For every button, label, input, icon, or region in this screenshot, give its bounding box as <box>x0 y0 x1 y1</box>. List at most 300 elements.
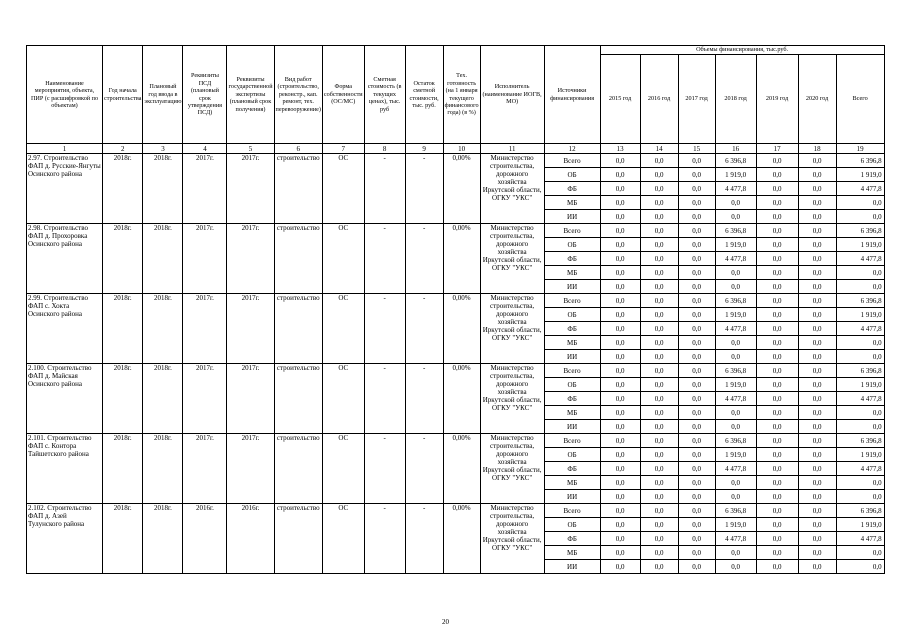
ownership-form: ОС <box>322 294 364 364</box>
year-value: 0,0 <box>640 154 678 168</box>
commission-year: 2018г. <box>143 364 183 434</box>
funding-source: ФБ <box>544 252 600 266</box>
year-value: 0,0 <box>600 182 640 196</box>
header-cost-remainder: Остаток сметной стоимости, тыс. руб. <box>405 46 443 144</box>
year-value: 0,0 <box>715 560 756 574</box>
cost-remainder: - <box>405 294 443 364</box>
executor: Министерство строительства, дорожного хозяйства Иркутской области, ОГКУ "УКС" <box>480 434 544 504</box>
estimated-cost: - <box>364 224 405 294</box>
header-year-2018: 2018 год <box>715 55 756 144</box>
project-name: 2.97. Строительство ФАП д. Русские-Янгуты Осинского района <box>27 154 103 224</box>
year-value: 0,0 <box>640 504 678 518</box>
work-type: строительство <box>274 154 322 224</box>
year-value: 0,0 <box>600 308 640 322</box>
header-year-2015: 2015 год <box>600 55 640 144</box>
year-value: 0,0 <box>678 238 715 252</box>
funding-source: ИИ <box>544 490 600 504</box>
year-value: 0,0 <box>600 280 640 294</box>
column-numbers <box>27 144 885 154</box>
expertise-year: 2016г. <box>227 504 274 574</box>
year-value: 0,0 <box>678 532 715 546</box>
funding-source: ИИ <box>544 350 600 364</box>
funding-source: Всего <box>544 434 600 448</box>
funding-source: Всего <box>544 504 600 518</box>
project-group <box>27 504 885 574</box>
header-year-2019: 2019 год <box>756 55 798 144</box>
year-value: 0,0 <box>678 462 715 476</box>
year-value: 0,0 <box>600 294 640 308</box>
column-number: 10 <box>443 144 480 154</box>
year-value: 0,0 <box>756 168 798 182</box>
total-value: 1 919,0 <box>836 378 884 392</box>
header-year-2020: 2020 год <box>798 55 836 144</box>
year-value: 0,0 <box>756 420 798 434</box>
year-value: 0,0 <box>756 238 798 252</box>
project-group <box>27 224 885 294</box>
year-value: 0,0 <box>678 406 715 420</box>
funding-source: ИИ <box>544 280 600 294</box>
column-number: 17 <box>756 144 798 154</box>
year-value: 0,0 <box>756 350 798 364</box>
total-value: 1 919,0 <box>836 238 884 252</box>
cost-remainder: - <box>405 224 443 294</box>
project-group <box>27 294 885 364</box>
project-name: 2.101. Строительство ФАП с. Контора Тайшетского района <box>27 434 103 504</box>
year-value: 0,0 <box>678 364 715 378</box>
total-value: 0,0 <box>836 490 884 504</box>
expertise-year: 2017г. <box>227 294 274 364</box>
year-value: 0,0 <box>640 308 678 322</box>
funding-source: МБ <box>544 196 600 210</box>
header-psd: Реквизиты ПСД (плановый срок утверждения ПСД) <box>183 46 227 144</box>
year-value: 0,0 <box>798 448 836 462</box>
year-value: 0,0 <box>756 392 798 406</box>
funding-source: ФБ <box>544 182 600 196</box>
year-value: 0,0 <box>756 322 798 336</box>
year-value: 0,0 <box>600 490 640 504</box>
start-year: 2018г. <box>103 504 143 574</box>
year-value: 6 396,8 <box>715 154 756 168</box>
column-number: 4 <box>183 144 227 154</box>
year-value: 0,0 <box>756 560 798 574</box>
year-value: 0,0 <box>798 154 836 168</box>
ownership-form: ОС <box>322 434 364 504</box>
year-value: 0,0 <box>798 518 836 532</box>
year-value: 0,0 <box>600 392 640 406</box>
commission-year: 2018г. <box>143 434 183 504</box>
work-type: строительство <box>274 504 322 574</box>
year-value: 0,0 <box>798 224 836 238</box>
total-value: 0,0 <box>836 196 884 210</box>
year-value: 0,0 <box>640 266 678 280</box>
readiness: 0,00% <box>443 504 480 574</box>
year-value: 0,0 <box>678 336 715 350</box>
psd-year: 2017г. <box>183 434 227 504</box>
total-value: 0,0 <box>836 280 884 294</box>
total-value: 4 477,8 <box>836 532 884 546</box>
funding-source: Всего <box>544 154 600 168</box>
total-value: 6 396,8 <box>836 434 884 448</box>
column-number: 11 <box>480 144 544 154</box>
table-row <box>27 154 885 168</box>
year-value: 0,0 <box>715 546 756 560</box>
table-row <box>27 224 885 238</box>
year-value: 0,0 <box>678 224 715 238</box>
year-value: 0,0 <box>678 378 715 392</box>
header-executor: Исполнитель (наименование ИОГВ, МО) <box>480 46 544 144</box>
page-number: 20 <box>442 618 449 626</box>
ownership-form: ОС <box>322 154 364 224</box>
column-number: 6 <box>274 144 322 154</box>
year-value: 1 919,0 <box>715 448 756 462</box>
readiness: 0,00% <box>443 154 480 224</box>
year-value: 0,0 <box>640 294 678 308</box>
total-value: 4 477,8 <box>836 392 884 406</box>
project-group <box>27 434 885 504</box>
document-page <box>26 45 885 574</box>
total-value: 0,0 <box>836 336 884 350</box>
total-value: 4 477,8 <box>836 182 884 196</box>
year-value: 0,0 <box>798 560 836 574</box>
year-value: 0,0 <box>640 532 678 546</box>
readiness: 0,00% <box>443 434 480 504</box>
year-value: 0,0 <box>756 266 798 280</box>
funding-source: ОБ <box>544 168 600 182</box>
total-value: 0,0 <box>836 266 884 280</box>
year-value: 0,0 <box>640 392 678 406</box>
commission-year: 2018г. <box>143 294 183 364</box>
header-work-type: Вид работ (строительство, реконстр., кап. ремонт, тех. перевооружение) <box>274 46 322 144</box>
year-value: 0,0 <box>600 378 640 392</box>
funding-source: ОБ <box>544 448 600 462</box>
year-value: 6 396,8 <box>715 294 756 308</box>
column-number: 9 <box>405 144 443 154</box>
total-value: 6 396,8 <box>836 224 884 238</box>
funding-source: Всего <box>544 224 600 238</box>
year-value: 1 919,0 <box>715 238 756 252</box>
funding-source: ОБ <box>544 518 600 532</box>
ownership-form: ОС <box>322 364 364 434</box>
year-value: 0,0 <box>640 378 678 392</box>
year-value: 0,0 <box>715 350 756 364</box>
year-value: 1 919,0 <box>715 308 756 322</box>
total-value: 1 919,0 <box>836 168 884 182</box>
year-value: 0,0 <box>678 294 715 308</box>
year-value: 0,0 <box>600 406 640 420</box>
year-value: 0,0 <box>715 280 756 294</box>
total-value: 6 396,8 <box>836 294 884 308</box>
psd-year: 2017г. <box>183 154 227 224</box>
table-row <box>27 364 885 378</box>
year-value: 0,0 <box>600 196 640 210</box>
funding-source: Всего <box>544 364 600 378</box>
funding-source: ФБ <box>544 532 600 546</box>
year-value: 1 919,0 <box>715 518 756 532</box>
header-total: Всего <box>836 55 884 144</box>
expertise-year: 2017г. <box>227 434 274 504</box>
year-value: 0,0 <box>756 308 798 322</box>
header-commission-year: Плановый год ввода в эксплуатацию <box>143 46 183 144</box>
estimated-cost: - <box>364 434 405 504</box>
year-value: 0,0 <box>756 406 798 420</box>
readiness: 0,00% <box>443 294 480 364</box>
year-value: 0,0 <box>798 182 836 196</box>
column-number: 3 <box>143 144 183 154</box>
year-value: 0,0 <box>640 364 678 378</box>
year-value: 0,0 <box>640 518 678 532</box>
year-value: 0,0 <box>798 378 836 392</box>
year-value: 0,0 <box>640 182 678 196</box>
project-group <box>27 154 885 224</box>
year-value: 0,0 <box>798 238 836 252</box>
year-value: 0,0 <box>798 168 836 182</box>
year-value: 0,0 <box>678 448 715 462</box>
readiness: 0,00% <box>443 224 480 294</box>
year-value: 0,0 <box>715 490 756 504</box>
year-value: 0,0 <box>798 322 836 336</box>
year-value: 6 396,8 <box>715 434 756 448</box>
start-year: 2018г. <box>103 154 143 224</box>
header-name: Наименование мероприятия, объекта, ПИР (с расшифровкой по объектам) <box>27 46 103 144</box>
year-value: 0,0 <box>600 420 640 434</box>
year-value: 0,0 <box>678 168 715 182</box>
year-value: 0,0 <box>600 154 640 168</box>
work-type: строительство <box>274 364 322 434</box>
year-value: 0,0 <box>798 364 836 378</box>
column-number: 19 <box>836 144 884 154</box>
year-value: 0,0 <box>756 182 798 196</box>
executor: Министерство строительства, дорожного хозяйства Иркутской области, ОГКУ "УКС" <box>480 154 544 224</box>
year-value: 0,0 <box>756 434 798 448</box>
psd-year: 2017г. <box>183 224 227 294</box>
funding-source: ИИ <box>544 560 600 574</box>
year-value: 0,0 <box>640 406 678 420</box>
table-header <box>27 46 885 144</box>
funding-source: ФБ <box>544 392 600 406</box>
year-value: 0,0 <box>678 252 715 266</box>
total-value: 0,0 <box>836 546 884 560</box>
year-value: 0,0 <box>678 490 715 504</box>
year-value: 0,0 <box>600 518 640 532</box>
total-value: 0,0 <box>836 350 884 364</box>
year-value: 4 477,8 <box>715 532 756 546</box>
year-value: 0,0 <box>640 322 678 336</box>
column-number: 1 <box>27 144 103 154</box>
year-value: 0,0 <box>640 462 678 476</box>
year-value: 4 477,8 <box>715 182 756 196</box>
year-value: 0,0 <box>715 210 756 224</box>
ownership-form: ОС <box>322 504 364 574</box>
year-value: 0,0 <box>678 322 715 336</box>
year-value: 0,0 <box>798 504 836 518</box>
year-value: 0,0 <box>798 196 836 210</box>
year-value: 0,0 <box>798 280 836 294</box>
header-year-2017: 2017 год <box>678 55 715 144</box>
year-value: 0,0 <box>600 462 640 476</box>
total-value: 0,0 <box>836 420 884 434</box>
header-start-year: Год начала строительства <box>103 46 143 144</box>
year-value: 0,0 <box>756 210 798 224</box>
year-value: 0,0 <box>756 364 798 378</box>
year-value: 6 396,8 <box>715 224 756 238</box>
year-value: 0,0 <box>798 350 836 364</box>
funding-source: ИИ <box>544 210 600 224</box>
year-value: 0,0 <box>600 224 640 238</box>
year-value: 0,0 <box>640 448 678 462</box>
funding-source: МБ <box>544 546 600 560</box>
project-name: 2.102. Строительство ФАП д. Азей Тулунского района <box>27 504 103 574</box>
funding-source: МБ <box>544 336 600 350</box>
executor: Министерство строительства, дорожного хозяйства Иркутской области, ОГКУ "УКС" <box>480 224 544 294</box>
column-number: 5 <box>227 144 274 154</box>
column-number: 12 <box>544 144 600 154</box>
year-value: 0,0 <box>756 196 798 210</box>
year-value: 0,0 <box>798 266 836 280</box>
year-value: 0,0 <box>600 238 640 252</box>
work-type: строительство <box>274 294 322 364</box>
year-value: 4 477,8 <box>715 252 756 266</box>
funding-source: Всего <box>544 294 600 308</box>
year-value: 0,0 <box>756 504 798 518</box>
funding-source: ИИ <box>544 420 600 434</box>
year-value: 0,0 <box>798 406 836 420</box>
project-group <box>27 364 885 434</box>
year-value: 0,0 <box>600 434 640 448</box>
year-value: 0,0 <box>756 294 798 308</box>
readiness: 0,00% <box>443 364 480 434</box>
column-number: 14 <box>640 144 678 154</box>
year-value: 0,0 <box>756 462 798 476</box>
commission-year: 2018г. <box>143 224 183 294</box>
year-value: 0,0 <box>798 420 836 434</box>
year-value: 0,0 <box>756 448 798 462</box>
table-row <box>27 434 885 448</box>
year-value: 0,0 <box>798 532 836 546</box>
year-value: 0,0 <box>678 280 715 294</box>
table-row <box>27 294 885 308</box>
expertise-year: 2017г. <box>227 224 274 294</box>
header-financing-volumes: Объемы финансирования, тыс.руб. <box>600 46 884 55</box>
cost-remainder: - <box>405 154 443 224</box>
column-number: 7 <box>322 144 364 154</box>
total-value: 0,0 <box>836 560 884 574</box>
total-value: 4 477,8 <box>836 322 884 336</box>
year-value: 0,0 <box>678 546 715 560</box>
year-value: 4 477,8 <box>715 392 756 406</box>
cost-remainder: - <box>405 504 443 574</box>
funding-source: ОБ <box>544 308 600 322</box>
year-value: 0,0 <box>756 490 798 504</box>
year-value: 0,0 <box>678 210 715 224</box>
table-row <box>27 504 885 518</box>
year-value: 0,0 <box>640 546 678 560</box>
year-value: 0,0 <box>798 546 836 560</box>
year-value: 0,0 <box>640 560 678 574</box>
total-value: 6 396,8 <box>836 504 884 518</box>
year-value: 0,0 <box>798 490 836 504</box>
header-funding-source: Источники финансирования <box>544 46 600 144</box>
year-value: 0,0 <box>798 462 836 476</box>
year-value: 0,0 <box>600 476 640 490</box>
year-value: 0,0 <box>678 154 715 168</box>
commission-year: 2018г. <box>143 154 183 224</box>
estimated-cost: - <box>364 154 405 224</box>
header-readiness: Тех. готовность (на 1 января текущего финансового года) (в %) <box>443 46 480 144</box>
total-value: 6 396,8 <box>836 154 884 168</box>
start-year: 2018г. <box>103 224 143 294</box>
year-value: 0,0 <box>678 560 715 574</box>
year-value: 0,0 <box>715 406 756 420</box>
year-value: 0,0 <box>798 308 836 322</box>
year-value: 0,0 <box>600 560 640 574</box>
funding-source: ОБ <box>544 378 600 392</box>
year-value: 0,0 <box>678 434 715 448</box>
expertise-year: 2017г. <box>227 364 274 434</box>
column-number: 16 <box>715 144 756 154</box>
year-value: 0,0 <box>640 280 678 294</box>
total-value: 6 396,8 <box>836 364 884 378</box>
year-value: 0,0 <box>640 196 678 210</box>
financing-table <box>26 45 885 574</box>
year-value: 0,0 <box>756 224 798 238</box>
commission-year: 2018г. <box>143 504 183 574</box>
year-value: 0,0 <box>600 210 640 224</box>
year-value: 0,0 <box>756 336 798 350</box>
year-value: 0,0 <box>715 196 756 210</box>
year-value: 0,0 <box>600 364 640 378</box>
estimated-cost: - <box>364 364 405 434</box>
year-value: 0,0 <box>600 168 640 182</box>
year-value: 0,0 <box>600 532 640 546</box>
year-value: 0,0 <box>640 336 678 350</box>
total-value: 1 919,0 <box>836 518 884 532</box>
work-type: строительство <box>274 434 322 504</box>
year-value: 0,0 <box>640 350 678 364</box>
year-value: 0,0 <box>798 476 836 490</box>
year-value: 0,0 <box>715 266 756 280</box>
column-number: 2 <box>103 144 143 154</box>
ownership-form: ОС <box>322 224 364 294</box>
year-value: 0,0 <box>678 350 715 364</box>
total-value: 1 919,0 <box>836 448 884 462</box>
column-number: 15 <box>678 144 715 154</box>
year-value: 0,0 <box>640 252 678 266</box>
year-value: 0,0 <box>678 420 715 434</box>
year-value: 0,0 <box>756 532 798 546</box>
year-value: 0,0 <box>756 154 798 168</box>
column-number: 8 <box>364 144 405 154</box>
year-value: 0,0 <box>756 476 798 490</box>
start-year: 2018г. <box>103 434 143 504</box>
year-value: 0,0 <box>678 196 715 210</box>
start-year: 2018г. <box>103 364 143 434</box>
estimated-cost: - <box>364 504 405 574</box>
year-value: 0,0 <box>600 448 640 462</box>
year-value: 0,0 <box>678 182 715 196</box>
psd-year: 2017г. <box>183 294 227 364</box>
year-value: 4 477,8 <box>715 462 756 476</box>
executor: Министерство строительства, дорожного хозяйства Иркутской области, ОГКУ "УКС" <box>480 364 544 434</box>
year-value: 0,0 <box>678 518 715 532</box>
estimated-cost: - <box>364 294 405 364</box>
executor: Министерство строительства, дорожного хозяйства Иркутской области, ОГКУ "УКС" <box>480 294 544 364</box>
year-value: 4 477,8 <box>715 322 756 336</box>
funding-source: МБ <box>544 476 600 490</box>
year-value: 0,0 <box>600 336 640 350</box>
year-value: 0,0 <box>798 336 836 350</box>
project-name: 2.98. Строительство ФАП д. Прохоровка Осинского района <box>27 224 103 294</box>
year-value: 0,0 <box>798 210 836 224</box>
